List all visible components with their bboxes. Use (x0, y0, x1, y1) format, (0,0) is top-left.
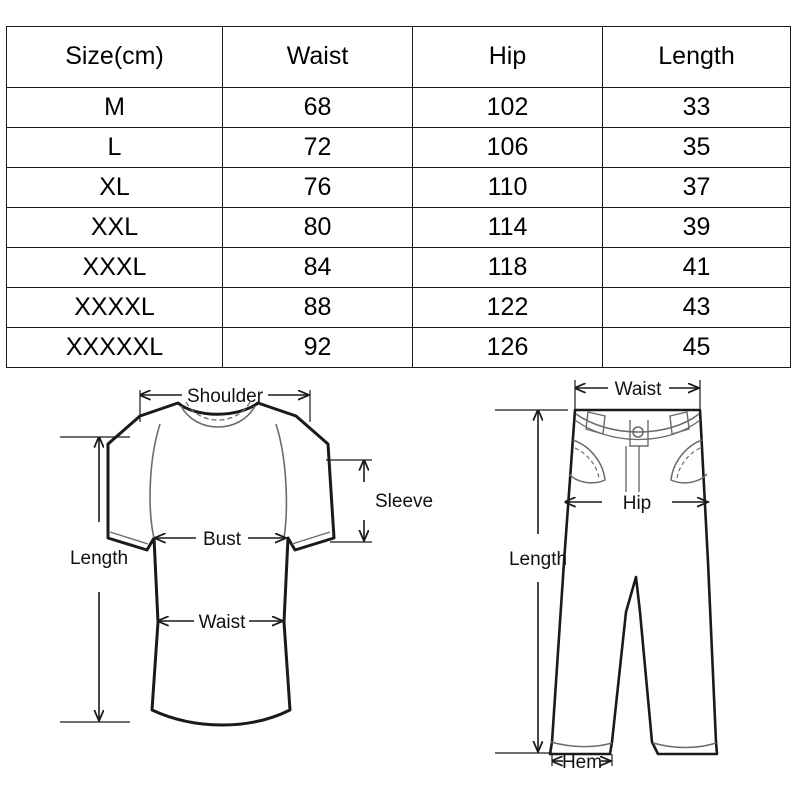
size-table (6, 26, 791, 368)
tshirt-body-outline (108, 403, 334, 725)
cell-size: XXXXXL (7, 328, 223, 368)
cell-waist: 84 (223, 248, 413, 288)
cell-size: XXXL (7, 248, 223, 288)
pants-outline (550, 410, 717, 754)
column-header-length: Length (603, 27, 791, 88)
bust-label: Bust (202, 529, 242, 550)
pants-length-label: Length (508, 549, 568, 570)
cell-hip: 114 (413, 208, 603, 248)
cell-hip: 102 (413, 88, 603, 128)
cell-length: 37 (603, 168, 791, 208)
cell-size: L (7, 128, 223, 168)
sleeve-label: Sleeve (375, 491, 434, 512)
cell-hip: 118 (413, 248, 603, 288)
tshirt-waist-label: Waist (198, 612, 246, 633)
column-header-hip: Hip (413, 27, 603, 88)
pants-waist-label: Waist (614, 379, 662, 400)
table-header-row (7, 27, 791, 88)
hem-label: Hem (561, 752, 603, 773)
cell-size: XL (7, 168, 223, 208)
cell-length: 43 (603, 288, 791, 328)
cell-hip: 122 (413, 288, 603, 328)
table-row (7, 88, 791, 128)
cell-waist: 88 (223, 288, 413, 328)
measurement-diagrams (0, 362, 800, 800)
cell-length: 33 (603, 88, 791, 128)
cell-waist: 80 (223, 208, 413, 248)
tshirt-measurement-diagram (0, 362, 440, 800)
pants-hip-label: Hip (622, 493, 652, 514)
cell-length: 39 (603, 208, 791, 248)
cell-size: XXL (7, 208, 223, 248)
cell-waist: 72 (223, 128, 413, 168)
cell-hip: 106 (413, 128, 603, 168)
cell-hip: 110 (413, 168, 603, 208)
table-row (7, 288, 791, 328)
tshirt-length-label: Length (69, 548, 129, 569)
table-row (7, 248, 791, 288)
column-header-size: Size(cm) (7, 27, 223, 88)
cell-size: M (7, 88, 223, 128)
column-header-waist: Waist (223, 27, 413, 88)
cell-waist: 68 (223, 88, 413, 128)
cell-size: XXXXL (7, 288, 223, 328)
cell-waist: 92 (223, 328, 413, 368)
shoulder-label: Shoulder (186, 386, 264, 407)
cell-length: 45 (603, 328, 791, 368)
cell-hip: 126 (413, 328, 603, 368)
pants-measurement-diagram (440, 362, 800, 800)
table-row (7, 128, 791, 168)
size-table-container (6, 26, 790, 362)
table-row (7, 168, 791, 208)
cell-length: 35 (603, 128, 791, 168)
table-row (7, 208, 791, 248)
cell-length: 41 (603, 248, 791, 288)
cell-waist: 76 (223, 168, 413, 208)
